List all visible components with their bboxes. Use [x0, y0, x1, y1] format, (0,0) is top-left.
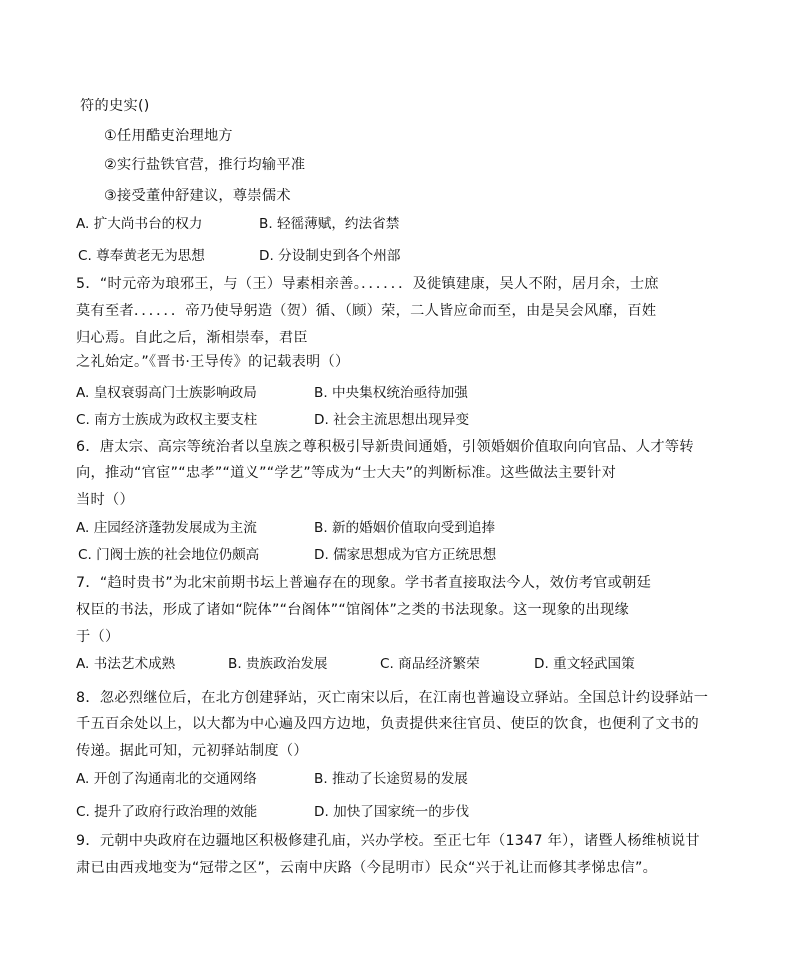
q5-option-d[interactable]: D. 社会主流思想出现异变 — [314, 412, 470, 428]
q7-option-c[interactable]: C. 商品经济繁荣 — [380, 656, 480, 672]
q8-option-a[interactable]: A. 开创了沟通南北的交通网络 — [76, 771, 257, 787]
q9-stem-line-1: 9．元朝中央政府在边疆地区积极修建孔庙，兴办学校。至正七年（1347 年），诸暨人杨维桢说甘 — [76, 833, 700, 849]
q6-stem-line-3: 当时（） — [76, 492, 134, 508]
q4-option-a[interactable]: A. 扩大尚书台的权力 — [76, 216, 203, 232]
q4-item-1: ①任用酷吏治理地方 — [104, 128, 233, 144]
q8-stem-line-2: 千五百余处以上，以大都为中心遍及四方边地，负责提供来往官员、使臣的饮食，也便利了文书的 — [76, 716, 699, 732]
q8-stem-line-1: 8．忽必烈继位后，在北方创建驿站，灭亡南宋以后，在江南也普遍设立驿站。全国总计约设驿站一 — [76, 690, 709, 706]
q7-option-b[interactable]: B. 贵族政治发展 — [228, 656, 328, 672]
q7-option-d[interactable]: D. 重文轻武国策 — [534, 656, 635, 672]
q6-stem-line-1: 6．唐太宗、高宗等统治者以皇族之尊积极引导新贵间通婚，引领婚姻价值取向向官品、人才等转 — [76, 439, 694, 455]
q5-option-c[interactable]: C. 南方士族成为政权主要支柱 — [76, 412, 258, 428]
q7-stem-line-1: 7．“趋时贵书”为北宋前期书坛上普遍存在的现象。学书者直接取法今人，效仿考官或朝廷 — [76, 575, 652, 591]
q6-option-b[interactable]: B. 新的婚姻价值取向受到追捧 — [314, 520, 496, 536]
q4-stem-tail: 符的史实() — [80, 98, 150, 114]
q9-stem-line-2: 肃已由西戎地变为“冠带之区”，云南中庆路（今昆明市）民众“兴于礼让而修其孝悌忠信”。 — [76, 860, 658, 876]
q4-item-2: ②实行盐铁官营，推行均输平准 — [104, 157, 306, 173]
q8-option-c[interactable]: C. 提升了政府行政治理的效能 — [76, 804, 258, 820]
q7-stem-line-3: 于（） — [76, 629, 120, 645]
q5-stem-line-2: 莫有至者．．．．．．帝乃使导躬造（贺）循、（顾）荣，二人皆应命而至，由是吴会风靡，百姓 — [76, 303, 657, 319]
q6-option-a[interactable]: A. 庄园经济蓬勃发展成为主流 — [76, 520, 257, 536]
q4-item-3: ③接受董仲舒建议，尊崇儒术 — [104, 188, 291, 204]
q5-stem-line-1: 5．“时元帝为琅邪王，与（王）导素相亲善。．．．．．．及徙镇建康，吴人不附，居月余，士庶 — [76, 276, 659, 292]
q8-option-b[interactable]: B. 推动了长途贸易的发展 — [314, 771, 468, 787]
q5-stem-line-4: 之礼始定。”《晋书·王导传》的记载表明（） — [76, 354, 350, 370]
q5-option-a[interactable]: A. 皇权衰弱高门士族影响政局 — [76, 385, 257, 401]
q5-option-b[interactable]: B. 中央集权统治亟待加强 — [314, 385, 468, 401]
q4-option-b[interactable]: B. 轻徭薄赋，约法省禁 — [259, 216, 400, 232]
q8-stem-line-3: 传递。据此可知，元初驿站制度（） — [76, 743, 308, 759]
q8-option-d[interactable]: D. 加快了国家统一的步伐 — [314, 804, 470, 820]
q4-option-d[interactable]: D. 分设制史到各个州部 — [259, 248, 401, 264]
q6-option-c[interactable]: C. 门阀士族的社会地位仍颇高 — [78, 547, 260, 563]
q6-option-d[interactable]: D. 儒家思想成为官方正统思想 — [314, 547, 497, 563]
q4-option-c[interactable]: C. 尊奉黄老无为思想 — [78, 248, 205, 264]
q7-stem-line-2: 权臣的书法，形成了诸如“院体”“台阁体”“馆阁体”之类的书法现象。这一现象的出现缘 — [76, 602, 629, 618]
q7-option-a[interactable]: A. 书法艺术成熟 — [76, 656, 176, 672]
q6-stem-line-2: 向，推动“官宦”“忠孝”“道义”“学艺”等成为“士大夫”的判断标准。这些做法主要针对 — [76, 465, 617, 481]
q5-stem-line-3: 归心焉。自此之后，渐相崇奉，君臣 — [76, 330, 308, 346]
